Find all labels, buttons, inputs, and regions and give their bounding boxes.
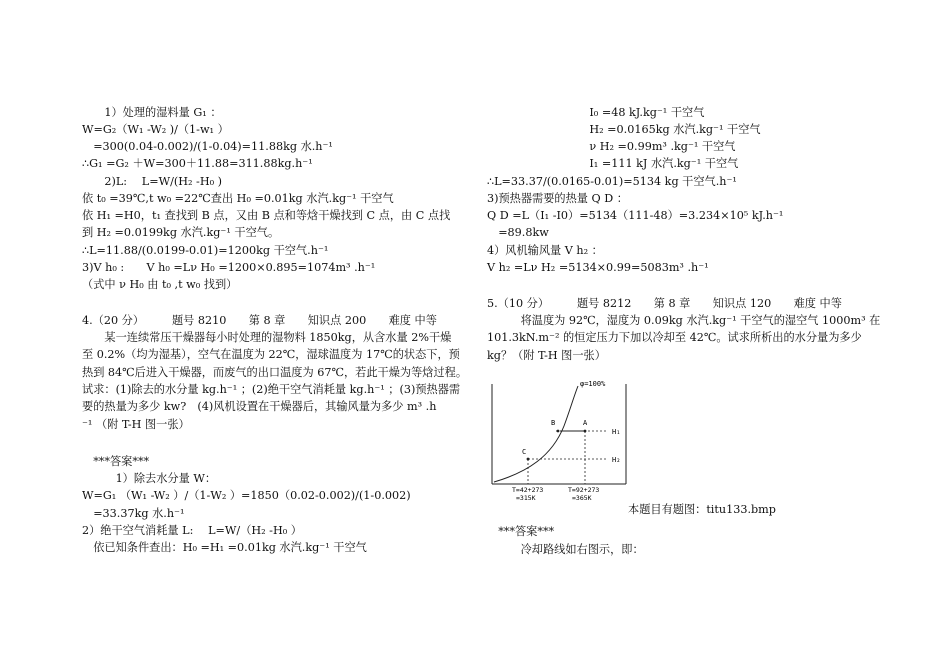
text-line: 2）绝干空气消耗量 L: L=W/（H₂ -H₀ ） [82,524,302,537]
text-line: 3)预热器需要的热量 Q D ： [487,192,628,205]
text-line: 冷却路线如右图示，即： [487,543,644,556]
point-b-label: B [551,419,556,427]
text-line: =300(0.04-0.002)/(1-0.04)=11.88kg 水.h⁻¹ [82,140,333,153]
point-c-label: C [522,448,527,456]
text-line: =89.8kw [487,226,549,239]
text-line: W=G₂（W₁ -W₂ )/（1-w₁ ） [82,123,229,136]
answer-header: ***答案*** [487,525,555,538]
text-line: 依 H₁ =H0，t₁ 查找到 B 点，又由 B 点和等焓干燥找到 C 点，由 C 点找 [82,209,451,222]
text-line: ∴L=33.37/(0.0165-0.01)=5134 kg 干空气.h⁻¹ [487,175,737,188]
text-line: ∴L=11.88/(0.0199-0.01)=1200kg 干空气.h⁻¹ [82,244,329,257]
answer-header: ***答案*** [82,455,150,468]
t-h-diagram [488,376,633,506]
text-line: 1）除去水分量 W： [82,472,217,485]
text-line: =33.37kg 水.h⁻¹ [82,507,185,520]
text-line: 3)V h₀ : V h₀ =Lν H₀ =1200×0.895=1074m³ .h⁻¹ [82,261,376,274]
text-line: 热到 84℃后进入干燥器，而废气的出口温度为 67℃，若此干燥为等焓过程。 [82,366,468,379]
text-line: V h₂ =Lν H₂ =5134×0.99=5083m³ .h⁻¹ [487,261,709,274]
text-line: （式中 ν H₀ 由 t₀ ,t w₀ 找到） [82,278,238,291]
text-line: 要的热量为多少 kw? (4)风机设置在干燥器后，其输风量为多少 m³ .h [82,400,437,413]
problem-4-header: 4.（20 分） 题号 8210 第 8 章 知识点 200 难度 中等 [82,314,437,327]
t2-value: =365K [572,494,592,502]
text-line: 至 0.2%（均为湿基），空气在温度为 22℃，湿球温度为 17℃的状态下，预 [82,348,460,361]
text-line: I₀ =48 kJ.kg⁻¹ 干空气 [567,106,705,119]
text-line: 某一连续常压干燥器每小时处理的湿物料 1850kg，从含水量 2%干燥 [82,331,452,344]
text-line: ⁻¹ （附 T-H 图一张） [82,418,190,431]
h1-label: H₁ [612,428,621,436]
h2-label: H₂ [612,456,621,464]
text-line: Q D =L（I₁ -I0）=5134（111-48）=3.234×10⁵ kJ.h⁻¹ [487,209,784,222]
t1-label: T=42+273 [512,486,544,494]
text-line: kg？（附 T-H 图一张） [487,349,606,362]
text-line: H₂ =0.0165kg 水汽.kg⁻¹ 干空气 [567,123,761,136]
saturation-curve-label: φ=100% [580,380,606,388]
text-line: 2)L: L=W/(H₂ -H₀ ) [82,175,222,188]
problem-5-header: 5.（10 分） 题号 8212 第 8 章 知识点 120 难度 中等 [487,297,842,310]
t1-value: =315K [516,494,536,502]
point-b-marker [557,430,560,433]
text-line: W=G₁ （W₁ -W₂ ）/（1-W₂ ）=1850（0.02-0.002)/(1-0.002) [82,489,411,502]
text-line: 试求：(1)除去的水分量 kg.h⁻¹ ；(2)绝干空气消耗量 kg.h⁻¹ ；(3)预热器需 [82,383,461,396]
t2-label: T=92+273 [568,486,600,494]
text-line: 将温度为 92℃，湿度为 0.09kg 水汽.kg⁻¹ 干空气的湿空气 1000m³ 在 [487,314,881,327]
figure-caption: 本题目有题图：titu133.bmp [628,503,776,516]
text-line: 到 H₂ =0.0199kg 水汽.kg⁻¹ 干空气。 [82,226,280,239]
text-line: 1）处理的湿料量 G₁ ： [82,106,222,119]
text-line: 依 t₀ =39℃,t w₀ =22℃查出 H₀ =0.01kg 水汽.kg⁻¹ 干空气 [82,192,394,205]
text-line: ν H₂ =0.99m³ .kg⁻¹ 干空气 [567,140,736,153]
point-c-marker [527,458,530,461]
text-line: I₁ =111 kJ 水汽.kg⁻¹ 干空气 [567,157,739,170]
text-line: 101.3kN.m⁻² 的恒定压力下加以冷却至 42℃。试求所析出的水分量为多少 [487,331,862,344]
text-line: ∴G₁ =G₂ ＋W=300＋11.88=311.88kg.h⁻¹ [82,157,313,170]
text-line: 依已知条件查出：H₀ =H₁ =0.01kg 水汽.kg⁻¹ 干空气 [82,541,367,554]
text-line: 4）风机输风量 V h₂ ： [487,244,603,257]
point-a-marker [584,430,587,433]
saturation-curve [494,386,578,482]
point-a-label: A [583,419,588,427]
